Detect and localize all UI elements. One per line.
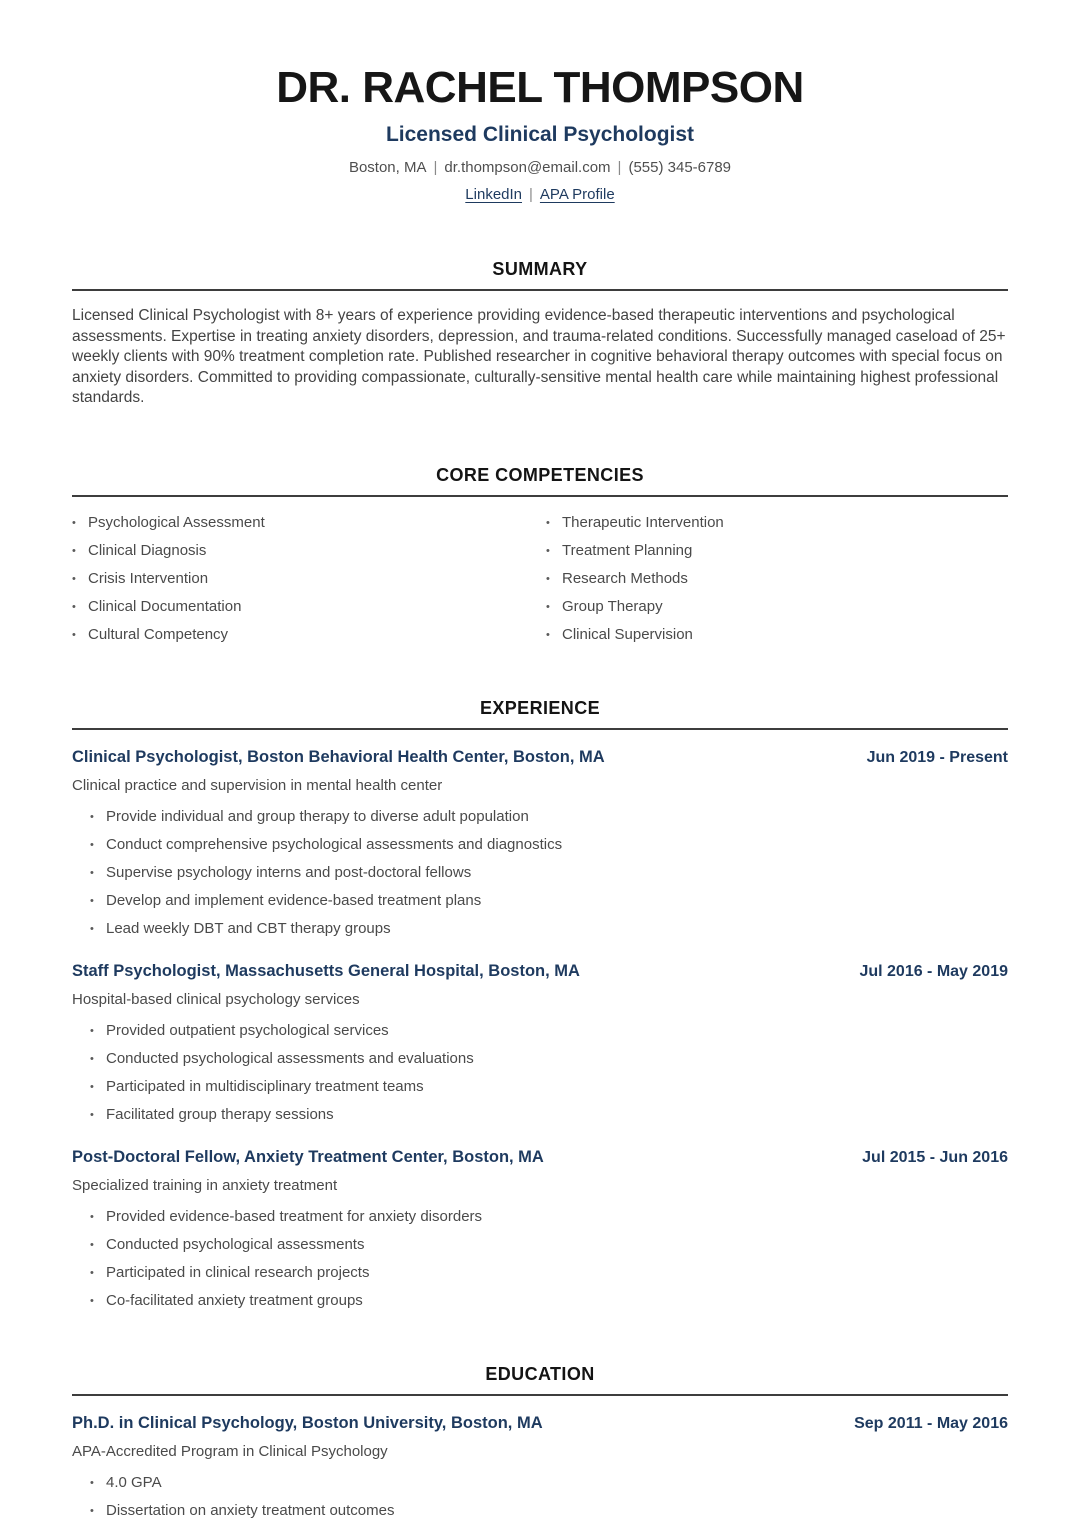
job-bullet: • Lead weekly DBT and CBT therapy groups [90,921,1008,936]
job-dates: Jul 2016 - May 2019 [859,962,1008,980]
job-bullet: • Facilitated group therapy sessions [90,1107,1008,1122]
experience-entry [72,1148,1008,1308]
job-title: Post-Doctoral Fellow, Anxiety Treatment Center, Boston, MA [72,1147,544,1166]
competency-item: • Psychological Assessment [72,515,540,530]
contact-location: Boston, MA [348,159,427,177]
job-bullet: • Conducted psychological assessments and evaluations [90,1051,1008,1066]
contact-email: dr.thompson@email.com [444,159,611,177]
job-bullet: • Conducted psychological assessments [90,1237,1008,1252]
job-subtitle: Specialized training in anxiety treatment [72,1176,338,1194]
job-bullet: • Co-facilitated anxiety treatment groups [90,1293,1008,1308]
contact-separator: | [433,159,438,177]
section-divider [72,289,1008,291]
competency-item: • Cultural Competency [72,627,540,642]
section-core-competencies [72,465,1008,642]
job-dates: Jun 2019 - Present [866,748,1008,766]
job-bullet: • Participated in clinical research projects [90,1265,1008,1280]
entry-header [72,748,1008,767]
job-title: Clinical Psychologist, Boston Behavioral Health Center, Boston, MA [72,747,605,766]
job-bullet: • Develop and implement evidence-based treatment plans [90,893,1008,908]
person-name: DR. RACHEL THOMPSON [276,63,804,112]
competency-item: • Therapeutic Intervention [546,515,1008,530]
competency-item: • Group Therapy [546,599,1008,614]
links-separator: | [529,186,533,204]
summary-heading: SUMMARY [492,259,588,280]
job-bullet: • Conduct comprehensive psychological assessments and diagnostics [90,837,1008,852]
contact-line [72,159,1008,176]
degree-dates: Sep 2011 - May 2016 [854,1414,1008,1432]
experience-entry [72,748,1008,936]
competencies-heading: CORE COMPETENCIES [436,464,644,485]
competency-item: • Clinical Supervision [546,627,1008,642]
contact-phone: (555) 345-6789 [628,159,732,177]
competencies-left-column [72,515,540,642]
competency-item: • Treatment Planning [546,543,1008,558]
linkedin-link[interactable]: LinkedIn [465,186,523,204]
section-divider [72,1394,1008,1396]
summary-text: Licensed Clinical Psychologist with 8+ years of experience providing evidence-based therapeutic interventions and psychological assessments. Expertise in treating anxiety disorders, depression, and trauma-related conditions. Successfully managed caseload of 25+ weekly clients with 90% treatment completion rate. Published researcher in cognitive behavioral therapy outcomes with special focus on anxiety disorders. Committed to providing compassionate, culturally-sensitive mental health care while maintaining highest professional standards. [72,307,1006,407]
degree-subtitle: APA-Accredited Program in Clinical Psychology [72,1442,388,1460]
job-bullet: • Supervise psychology interns and post-doctoral fellows [90,865,1008,880]
job-dates: Jul 2015 - Jun 2016 [862,1148,1008,1166]
competencies-right-column [540,515,1008,642]
contact-separator: | [617,159,622,177]
links-line [72,186,1008,203]
experience-heading: EXPERIENCE [479,697,601,718]
job-bullet: • Provide individual and group therapy to diverse adult population [90,809,1008,824]
section-education [72,1364,1008,1518]
education-entry [72,1414,1008,1518]
degree-bullet: • Dissertation on anxiety treatment outcomes [90,1503,1008,1518]
section-divider [72,495,1008,497]
job-title: Staff Psychologist, Massachusetts General Hospital, Boston, MA [72,961,580,980]
competency-item: • Crisis Intervention [72,571,540,586]
degree-bullet: • 4.0 GPA [90,1475,1008,1490]
entry-header [72,962,1008,981]
person-title: Licensed Clinical Psychologist [385,123,695,147]
education-heading: EDUCATION [485,1363,595,1384]
section-experience [72,698,1008,1308]
job-bullet: • Provided evidence-based treatment for anxiety disorders [90,1209,1008,1224]
resume-header [72,64,1008,203]
competency-item: • Clinical Documentation [72,599,540,614]
competency-item: • Clinical Diagnosis [72,543,540,558]
job-bullet: • Provided outpatient psychological services [90,1023,1008,1038]
degree-title: Ph.D. in Clinical Psychology, Boston University, Boston, MA [72,1413,543,1432]
competencies-grid [72,515,1008,642]
job-bullet: • Participated in multidisciplinary treatment teams [90,1079,1008,1094]
section-divider [72,728,1008,730]
job-subtitle: Hospital-based clinical psychology services [72,990,360,1008]
section-summary [72,259,1008,409]
entry-header [72,1148,1008,1167]
entry-header [72,1414,1008,1433]
apa-profile-link[interactable]: APA Profile [539,186,615,204]
job-subtitle: Clinical practice and supervision in mental health center [72,776,443,794]
competency-item: • Research Methods [546,571,1008,586]
experience-entry [72,962,1008,1122]
